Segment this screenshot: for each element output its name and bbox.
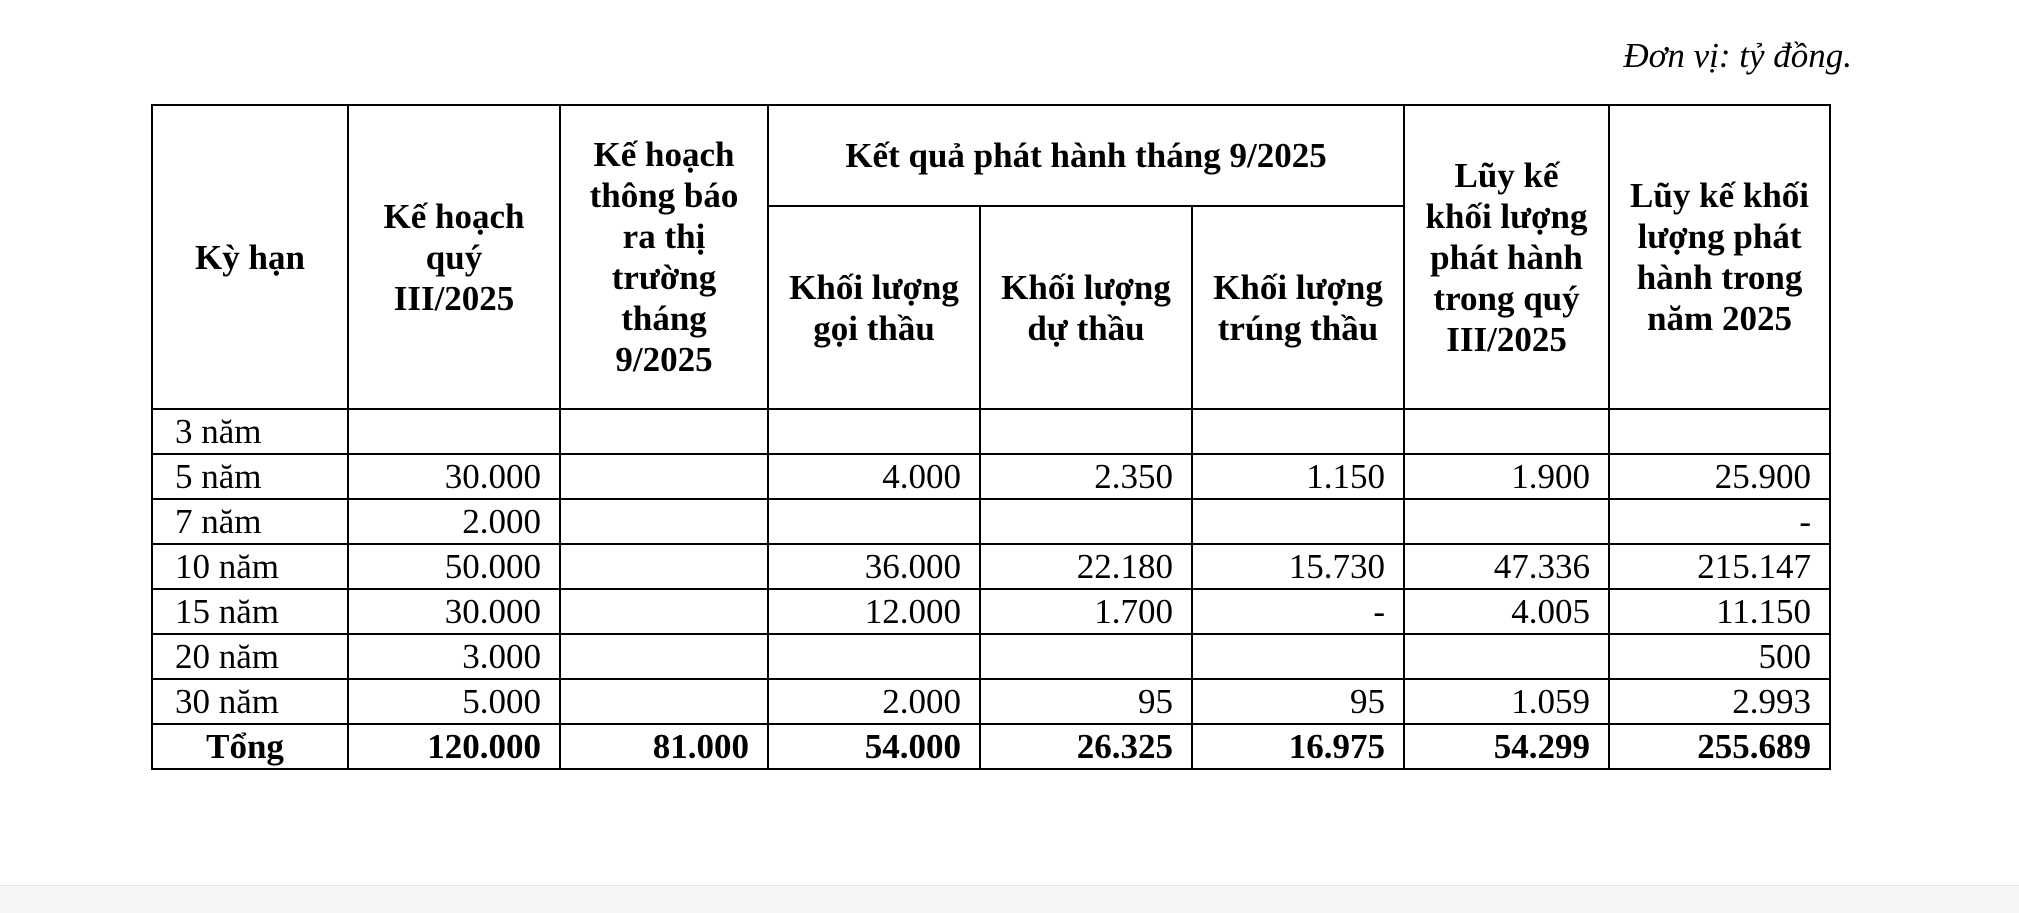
cell-won: 15.730	[1192, 544, 1404, 589]
cell-bid: 2.350	[980, 454, 1192, 499]
cell-called	[768, 499, 980, 544]
cell-term: 15 năm	[152, 589, 348, 634]
header-month-plan	[560, 105, 768, 409]
cell-quarter-cumulative: 4.005	[1404, 589, 1609, 634]
total-label: Tổng	[152, 724, 348, 769]
header-bid-text: Khối lượng dự thầu	[1001, 267, 1171, 348]
cell-year-cumulative	[1609, 409, 1830, 454]
cell-year-cumulative: 2.993	[1609, 679, 1830, 724]
cell-bid: 95	[980, 679, 1192, 724]
cell-year-cumulative: 215.147	[1609, 544, 1830, 589]
cell-term: 5 năm	[152, 454, 348, 499]
cell-called: 2.000	[768, 679, 980, 724]
header-term: Kỳ hạn	[152, 105, 348, 409]
cell-bid: 22.180	[980, 544, 1192, 589]
cell-month-plan	[560, 544, 768, 589]
header-won-text: Khối lượng trúng thầu	[1213, 267, 1383, 348]
cell-quarter-plan: 50.000	[348, 544, 560, 589]
header-quarter-plan-text: Kế hoạch quý III/2025	[383, 196, 525, 318]
total-won: 16.975	[1192, 724, 1404, 769]
table-row	[152, 499, 1830, 544]
cell-bid	[980, 409, 1192, 454]
cell-called	[768, 409, 980, 454]
cell-called: 12.000	[768, 589, 980, 634]
cell-month-plan	[560, 589, 768, 634]
cell-quarter-cumulative: 1.059	[1404, 679, 1609, 724]
cell-term: 30 năm	[152, 679, 348, 724]
header-year-cumulative-text: Lũy kế khối lượng phát hành trong năm 2025	[1630, 176, 1810, 338]
table-body	[152, 409, 1830, 769]
table-header	[152, 105, 1830, 409]
cell-bid	[980, 634, 1192, 679]
cell-quarter-cumulative: 47.336	[1404, 544, 1609, 589]
header-year-cumulative	[1609, 105, 1830, 409]
cell-called: 4.000	[768, 454, 980, 499]
cell-quarter-plan: 30.000	[348, 454, 560, 499]
header-month-plan-text: Kế hoạch thông báo ra thị trường tháng 9/2025	[589, 135, 739, 379]
cell-quarter-plan: 5.000	[348, 679, 560, 724]
cell-year-cumulative: 500	[1609, 634, 1830, 679]
cell-month-plan	[560, 409, 768, 454]
cell-quarter-plan	[348, 409, 560, 454]
cell-month-plan	[560, 634, 768, 679]
header-quarter-cumulative	[1404, 105, 1609, 409]
cell-won: 1.150	[1192, 454, 1404, 499]
cell-month-plan	[560, 499, 768, 544]
cell-quarter-cumulative	[1404, 634, 1609, 679]
cell-year-cumulative: -	[1609, 499, 1830, 544]
cell-quarter-plan: 2.000	[348, 499, 560, 544]
cell-called	[768, 634, 980, 679]
cell-quarter-plan: 30.000	[348, 589, 560, 634]
total-quarter-plan: 120.000	[348, 724, 560, 769]
total-bid: 26.325	[980, 724, 1192, 769]
total-month-plan: 81.000	[560, 724, 768, 769]
table-row	[152, 409, 1830, 454]
cell-called: 36.000	[768, 544, 980, 589]
cell-quarter-cumulative	[1404, 409, 1609, 454]
cell-term: 10 năm	[152, 544, 348, 589]
total-year-cumulative: 255.689	[1609, 724, 1830, 769]
header-won	[1192, 206, 1404, 409]
cell-bid: 1.700	[980, 589, 1192, 634]
header-quarter-cumulative-text: Lũy kế khối lượng phát hành trong quý III/2025	[1425, 155, 1588, 359]
cell-won	[1192, 634, 1404, 679]
table-row	[152, 544, 1830, 589]
header-quarter-plan	[348, 105, 560, 409]
table-row	[152, 679, 1830, 724]
cell-month-plan	[560, 454, 768, 499]
cell-quarter-cumulative	[1404, 499, 1609, 544]
header-bid	[980, 206, 1192, 409]
cell-month-plan	[560, 679, 768, 724]
total-row	[152, 724, 1830, 769]
cell-quarter-plan: 3.000	[348, 634, 560, 679]
cell-won: 95	[1192, 679, 1404, 724]
unit-note: Đơn vị: tỷ đồng.	[1623, 36, 1852, 75]
header-called	[768, 206, 980, 409]
cell-won	[1192, 409, 1404, 454]
table-row	[152, 454, 1830, 499]
cell-won	[1192, 499, 1404, 544]
cell-year-cumulative: 25.900	[1609, 454, 1830, 499]
cell-term: 7 năm	[152, 499, 348, 544]
cell-year-cumulative: 11.150	[1609, 589, 1830, 634]
cell-bid	[980, 499, 1192, 544]
header-result-group: Kết quả phát hành tháng 9/2025	[768, 105, 1404, 206]
table-row	[152, 634, 1830, 679]
bottom-bar	[0, 885, 2019, 913]
header-called-text: Khối lượng gọi thầu	[789, 267, 959, 348]
table-row	[152, 589, 1830, 634]
total-called: 54.000	[768, 724, 980, 769]
cell-won: -	[1192, 589, 1404, 634]
total-quarter-cumulative: 54.299	[1404, 724, 1609, 769]
cell-quarter-cumulative: 1.900	[1404, 454, 1609, 499]
bond-issuance-table	[151, 104, 1831, 770]
cell-term: 20 năm	[152, 634, 348, 679]
cell-term: 3 năm	[152, 409, 348, 454]
